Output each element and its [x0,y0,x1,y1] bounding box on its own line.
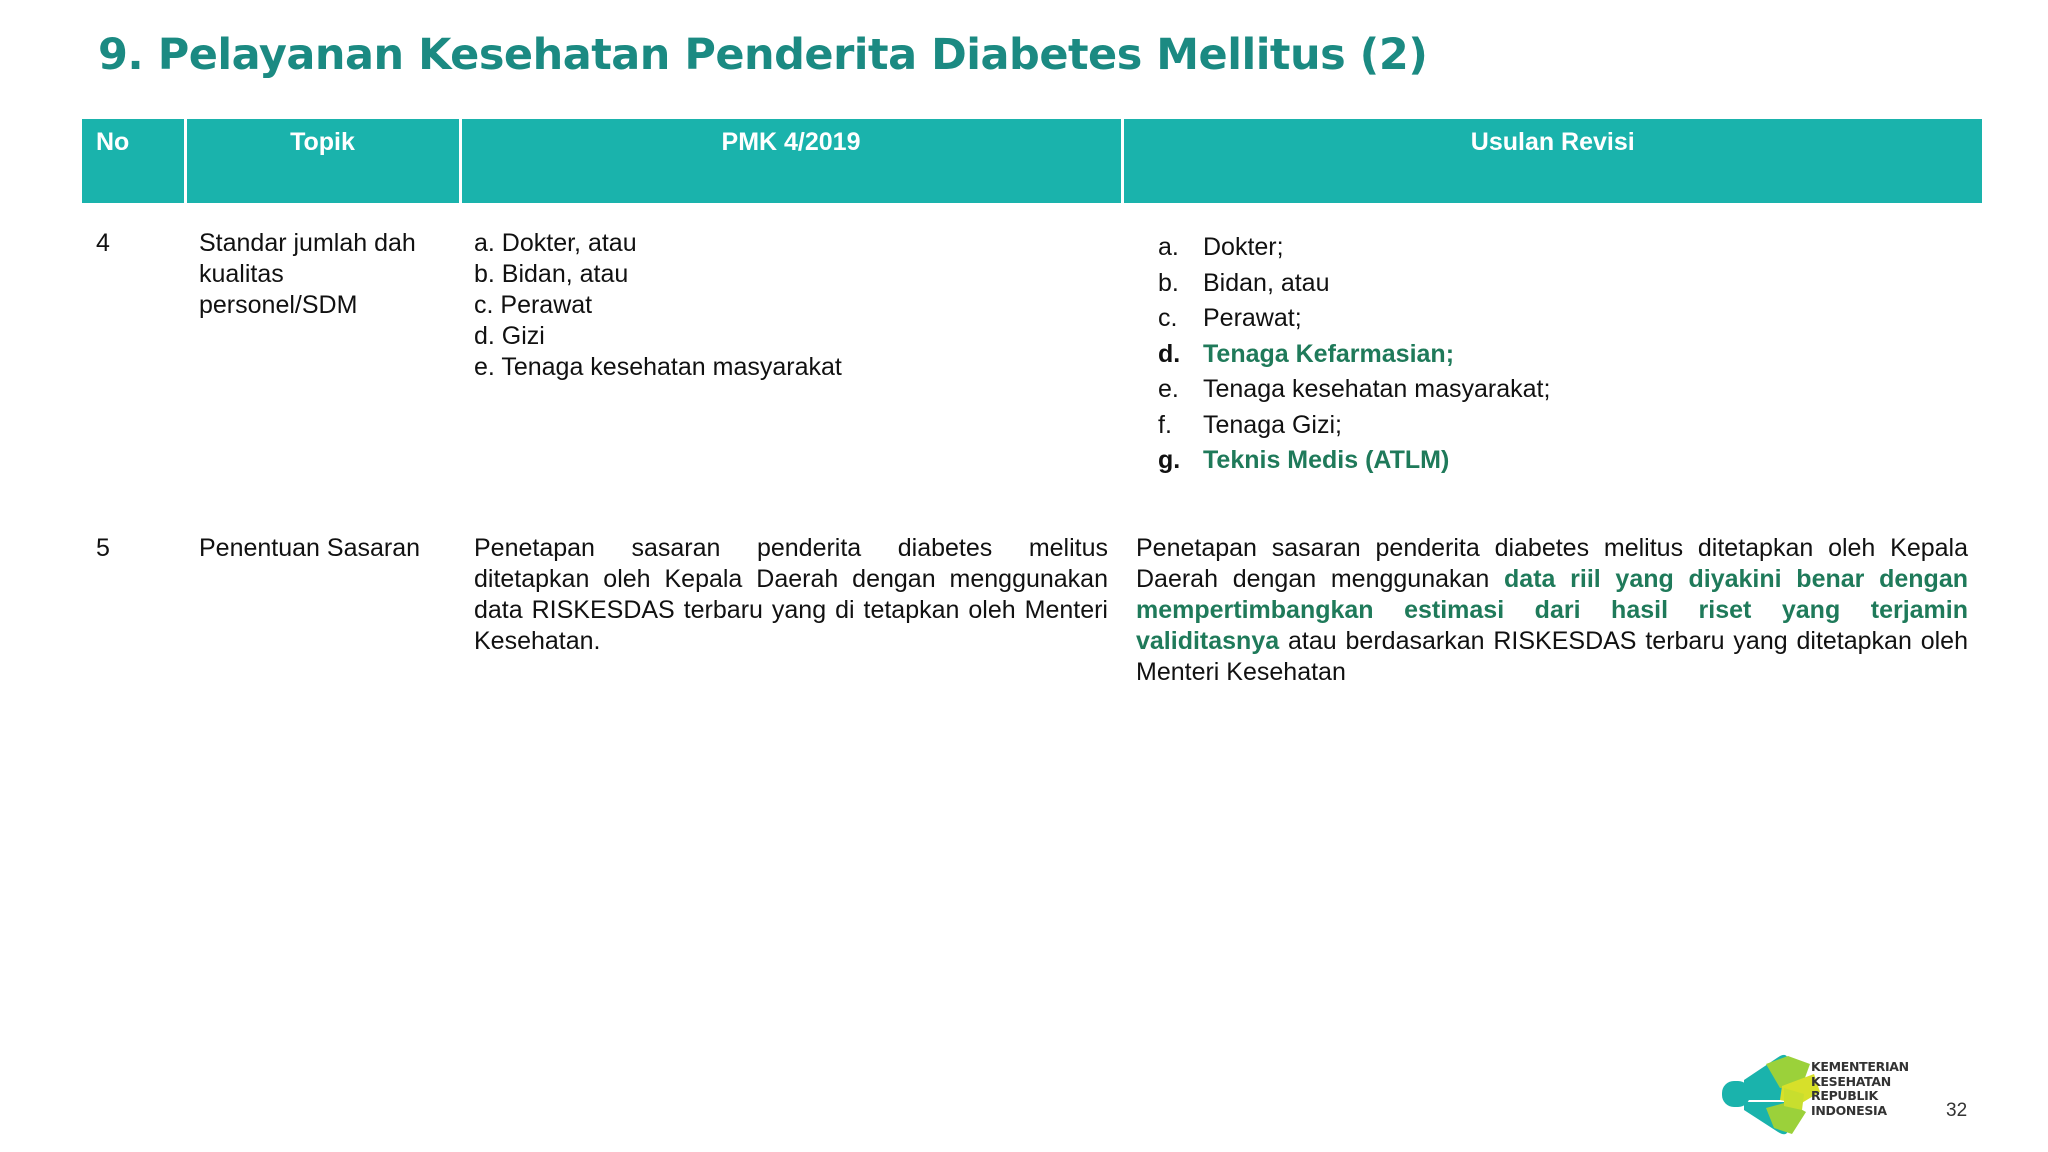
table-row [82,203,1982,533]
slide-title: 9. Pelayanan Kesehatan Penderita Diabetes Mellitus (2) [98,30,1428,80]
list-letter: f. [1158,410,1172,439]
revisi-list [1136,228,1968,479]
list-item [1158,301,1968,337]
list-text: Tenaga Kefarmasian; [1203,339,1455,368]
list-item: c. Perawat [474,291,593,319]
header-pmk: PMK 4/2019 [460,119,1122,203]
list-text: Dokter; [1203,233,1284,261]
list-text: Tenaga kesehatan masyarakat; [1203,375,1551,403]
row-topik: Penentuan Sasaran [199,534,421,562]
logo-text-line: REPUBLIK [1811,1088,1878,1103]
row-revisi [1122,203,1982,533]
list-letter: d. [1158,339,1181,368]
list-item-highlight [1158,443,1968,479]
list-item: a. Dokter, atau [474,229,637,257]
table-row [82,533,1982,688]
list-letter: c. [1158,304,1178,332]
header-no: No [82,119,185,203]
list-item [1158,266,1968,302]
page-number: 32 [1946,1100,1968,1121]
revisi-text: atau berdasarkan RISKESDAS terbaru yang ditetapkan oleh Menteri Kesehatan [1136,627,1968,686]
list-item: b. Bidan, atau [474,260,629,288]
row-number: 4 [96,229,110,257]
list-text: Teknis Medis (ATLM) [1203,446,1450,474]
list-text: Tenaga Gizi; [1203,410,1342,439]
list-item [1158,230,1968,266]
row-topik: Standar jumlah dah kualitas personel/SDM [199,229,416,319]
logo-text-line: KEMENTERIAN [1811,1059,1909,1074]
list-text: Bidan, atau [1203,268,1330,297]
list-letter: g. [1158,446,1181,474]
list-text: Perawat; [1203,304,1302,332]
list-letter: a. [1158,233,1179,261]
list-letter: b. [1158,268,1179,297]
list-item: d. Gizi [474,322,545,350]
list-item-highlight [1158,337,1968,373]
row-revisi [1122,533,1982,688]
header-usulan-revisi: Usulan Revisi [1122,119,1982,203]
row-number: 5 [96,534,110,562]
table-header-row [82,119,1982,203]
pmk-list [474,228,1108,383]
header-topik: Topik [185,119,460,203]
revisi-text: Penetapan sasaran penderita diabetes melitus ditetapkan oleh Kepala Daerah dengan menggunakan [1136,534,1968,593]
list-item [1158,372,1968,408]
list-item: e. Tenaga kesehatan masyarakat [474,353,842,381]
list-item [1158,408,1968,444]
logo-text-line: KESEHATAN [1811,1073,1891,1089]
logo-text [1811,1060,1931,1118]
row-pmk: Penetapan sasaran penderita diabetes melitus ditetapkan oleh Kepala Daerah dengan menggunakan data RISKESDAS terbaru yang di tetapkan oleh Menteri Kesehatan. [474,534,1108,655]
list-letter: e. [1158,375,1179,403]
logo-text-line: INDONESIA [1811,1102,1887,1118]
row-pmk [460,203,1122,533]
comparison-table [82,119,1982,688]
revisi-highlight-text: data riil yang diyakini benar dengan mempertimbangkan estimasi dari hasil riset yang terjamin validitasnya [1136,565,1968,655]
